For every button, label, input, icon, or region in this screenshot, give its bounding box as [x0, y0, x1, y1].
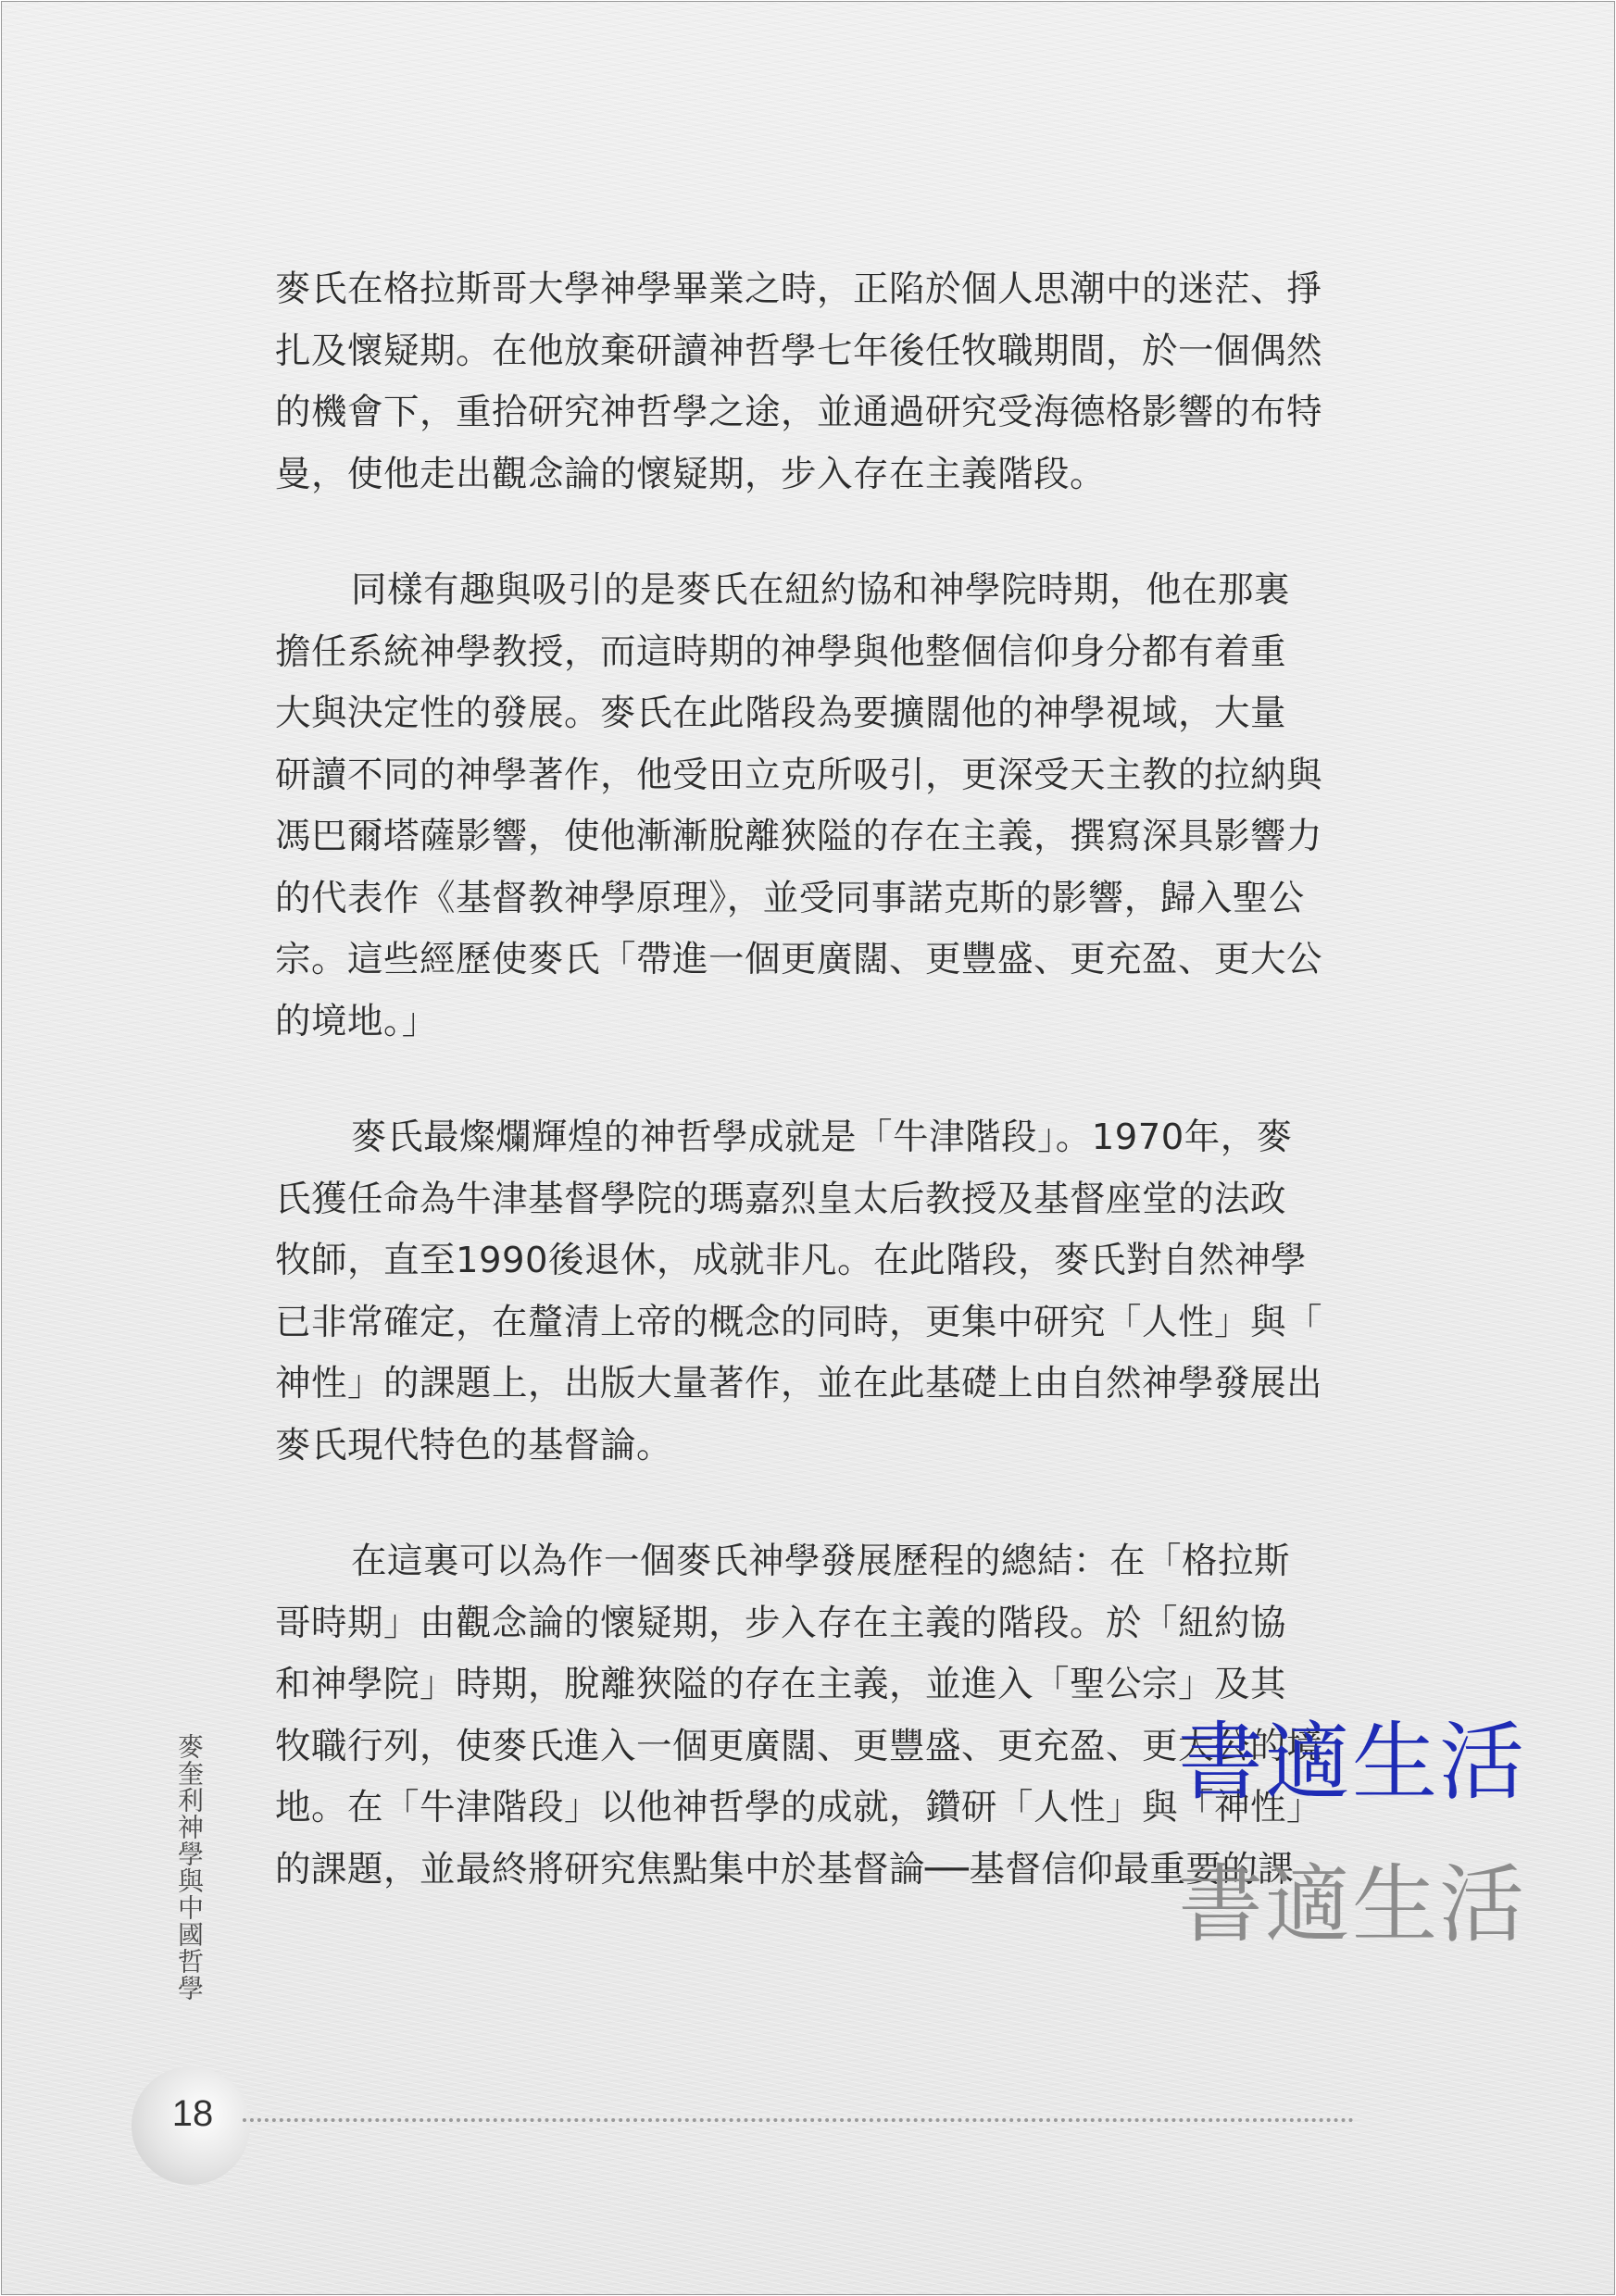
text-line: 已非常確定，在釐清上帝的概念的同時，更集中研究「人性」與「 — [275, 1301, 1323, 1343]
text-line: 大與決定性的發展。麥氏在此階段為要擴闊他的神學視域，大量 — [275, 693, 1287, 734]
text-line: 牧師，直至1990後退休，成就非凡。在此階段，麥氏對自然神學 — [275, 1240, 1307, 1281]
text-line: 麥氏現代特色的基督論。 — [275, 1424, 673, 1466]
text-line: 曼，使他走出觀念論的懷疑期，步入存在主義階段。 — [275, 453, 1107, 495]
watermark-blue: 書適生活 — [1178, 1713, 1527, 1812]
book-page — [1, 1, 1615, 2295]
text-line: 研讀不同的神學著作，他受田立克所吸引，更深受天主教的拉納與 — [275, 754, 1323, 796]
text-line: 在這裏可以為作一個麥氏神學發展歷程的總結：在「格拉斯 — [351, 1541, 1291, 1582]
running-book-title: 麥奎利神學與中國哲學 — [174, 1733, 205, 2002]
text-line: 牧職行列，使麥氏進入一個更廣闊、更豐盛、更充盈、更大公的境 — [275, 1725, 1323, 1767]
text-line: 哥時期」由觀念論的懷疑期，步入存在主義的階段。於「紐約協 — [275, 1602, 1287, 1644]
text-line: 地。在「牛津階段」以他神哲學的成就，鑽研「人性」與「神性」 — [275, 1787, 1323, 1828]
page-number: 18 — [171, 2093, 214, 2134]
text-line: 的機會下，重拾研究神哲學之途，並通過研究受海德格影響的布特 — [275, 392, 1323, 433]
text-line: 和神學院」時期，脫離狹隘的存在主義，並進入「聖公宗」及其 — [275, 1664, 1287, 1705]
body-text — [275, 259, 1345, 1955]
paragraph-2 — [275, 560, 1345, 1053]
text-line: 麥氏在格拉斯哥大學神學畢業之時，正陷於個人思潮中的迷茫、掙 — [275, 268, 1323, 310]
text-line: 麥氏最燦爛輝煌的神哲學成就是「牛津階段」。1970年，麥 — [351, 1117, 1293, 1158]
footer-dotted-rule — [243, 2118, 1354, 2122]
text-line: 扎及懷疑期。在他放棄研讀神哲學七年後任牧職期間，於一個偶然 — [275, 330, 1323, 372]
paragraph-1 — [275, 259, 1345, 505]
text-line: 的代表作《基督教神學原理》，並受同事諾克斯的影響，歸入聖公 — [275, 877, 1305, 919]
text-line: 同樣有趣與吸引的是麥氏在紐約協和神學院時期，他在那裏 — [351, 569, 1291, 611]
text-line: 馮巴爾塔薩影響，使他漸漸脫離狹隘的存在主義，撰寫深具影響力 — [275, 816, 1323, 857]
text-line: 的課題，並最終將研究焦點集中於基督論──基督信仰最重要的課 — [275, 1848, 1295, 1890]
text-line: 神性」的課題上，出版大量著作，並在此基礎上由自然神學發展出 — [275, 1363, 1323, 1404]
text-line: 宗。這些經歷使麥氏「帶進一個更廣闊、更豐盛、更充盈、更大公 — [275, 939, 1323, 980]
text-line: 擔任系統神學教授，而這時期的神學與他整個信仰身分都有着重 — [275, 630, 1287, 673]
text-line: 氏獲任命為牛津基督學院的瑪嘉烈皇太后教授及基督座堂的法政 — [275, 1178, 1287, 1220]
paragraph-3 — [275, 1107, 1345, 1477]
watermark-grey: 書適生活 — [1178, 1855, 1527, 1954]
text-line: 的境地。」 — [275, 1000, 438, 1042]
